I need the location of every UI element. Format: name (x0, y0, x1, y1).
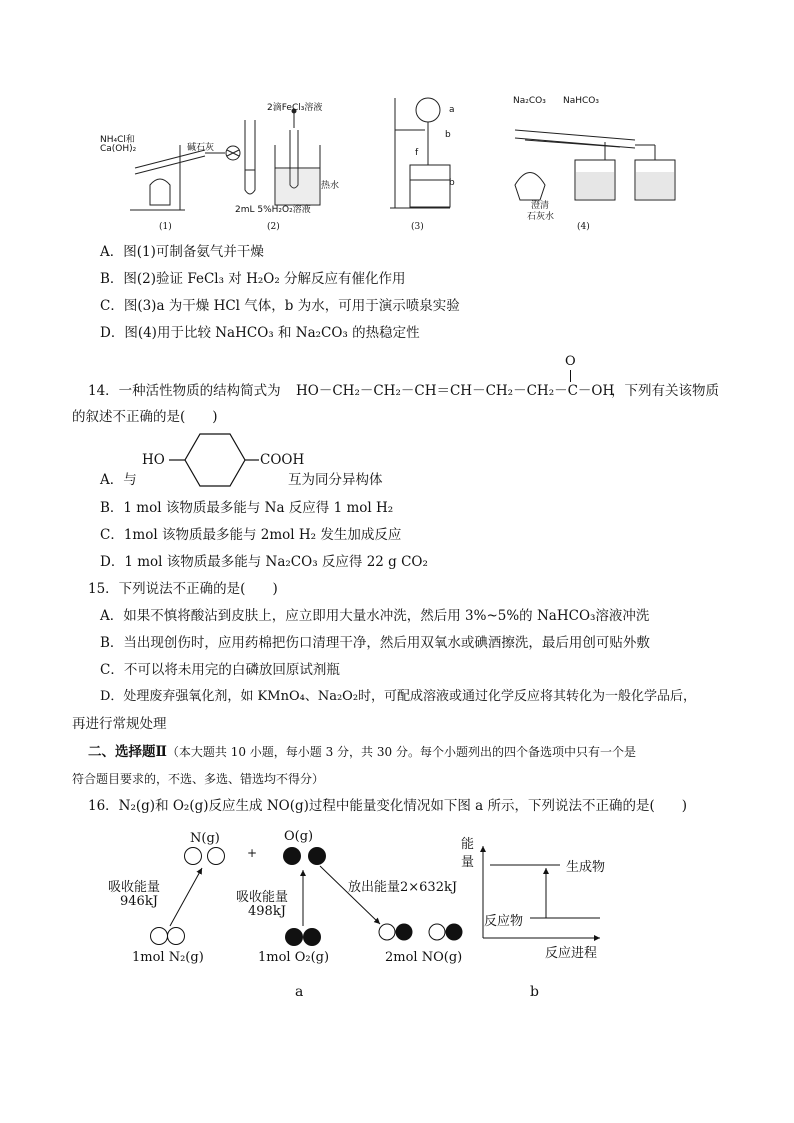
q14-carbonyl-o: O (565, 354, 576, 369)
fig-b-y-label-1: 能 (461, 837, 475, 852)
fig1-caption: (1) (159, 222, 172, 232)
q14-formula: HO－CH₂－CH₂－CH＝CH－CH₂－CH₂－C－OH (296, 383, 615, 399)
q14-carbonyl-bond (570, 370, 572, 382)
fig-b-product-label: 生成物 (566, 860, 606, 875)
q15-stem: 15．下列说法不正确的是( ) (88, 581, 278, 597)
q14-stem-line2: 的叙述不正确的是( ) (72, 409, 218, 425)
q14-option-a-suffix: 互为同分异构体 (288, 472, 383, 488)
fig3-label-b: b (445, 130, 451, 140)
fig3-caption: (3) (411, 222, 424, 232)
ring-cooh-label: COOH (260, 452, 305, 468)
q14-option-a-prefix: A．与 (100, 472, 137, 488)
q15-option-c: C．不可以将未用完的白磷放回原试剂瓶 (100, 662, 340, 678)
fig1-reagent-label: NH₄Cl和 (100, 135, 135, 145)
q13-option-b: B．图(2)验证 FeCl₃ 对 H₂O₂ 分解反应有催化作用 (100, 271, 406, 287)
section-title (88, 743, 636, 761)
fig4-limewater-label: 澄清 (531, 201, 550, 211)
fig3-label-b2: b (449, 178, 455, 188)
q14-stem-start: 14．一种活性物质的结构简式为 (88, 383, 281, 399)
fig-a-o2-label: 1mol O₂(g) (258, 950, 330, 965)
fig1-reagent-label-2: Ca(OH)₂ (100, 144, 137, 154)
fig-b-y-label-2: 量 (461, 855, 475, 870)
fig2-bottom-label: 2mL 5%H₂O₂溶液 (235, 205, 311, 215)
fig1-drier-label: 碱石灰 (187, 143, 215, 153)
fig3-label-a: a (449, 105, 455, 115)
fig-a-absorb-2-value: 498kJ (248, 904, 286, 919)
fig-a-no-label: 2mol NO(g) (385, 950, 463, 965)
q15-option-a: A．如果不慎将酸沾到皮肤上，应立即用大量水冲洗，然后用 3%~5%的 NaHCO₃溶液冲洗 (100, 608, 650, 624)
fig-a-absorb-1-value: 946kJ (120, 894, 158, 909)
q13-option-d: D．图(4)用于比较 NaHCO₃ 和 Na₂CO₃ 的热稳定性 (100, 325, 420, 341)
q16-stem: 16．N₂(g)和 O₂(g)反应生成 NO(g)过程中能量变化情况如下图 a 所示，下列说法不正确的是( ) (88, 798, 688, 814)
q15-option-b: B．当出现创伤时，应用药棉把伤口清理干净，然后用双氧水或碘酒擦洗，最后用创可贴外敷 (100, 635, 650, 651)
q14-option-b: B．1 mol 该物质最多能与 Na 反应得 1 mol H₂ (100, 500, 394, 516)
fig4-nahco3-label: NaHCO₃ (563, 96, 599, 106)
section-title-text: 二、选择题Ⅱ (88, 744, 167, 760)
fig-b-reactant-label: 反应物 (484, 914, 524, 929)
fig-a-release: 放出能量2×632kJ (348, 880, 458, 895)
fig4-limewater-label-2: 石灰水 (527, 212, 555, 222)
q15-option-d-line2: 再进行常规处理 (72, 716, 167, 732)
q14-option-c: C．1mol 该物质最多能与 2mol H₂ 发生加成反应 (100, 527, 402, 543)
apparatus-figures (95, 90, 685, 240)
fig-b-caption: b (530, 984, 539, 1000)
fig2-top-label: 2滴FeCl₃溶液 (267, 103, 323, 113)
fig-a-n2-label: 1mol N₂(g) (132, 950, 204, 965)
section-note-2: 符合题目要求的，不选、多选、错选均不得分） (72, 772, 325, 786)
fig-a-o-atom-label: O(g) (284, 829, 314, 844)
fig-a-plus: + (247, 846, 258, 860)
fig2-water-label: 热水 (321, 181, 340, 191)
fig-a-absorb-2: 吸收能量 (236, 890, 289, 905)
apparatus-drawing (95, 90, 685, 240)
section-note-1: （本大题共 10 小题，每小题 3 分，共 30 分。每个小题列出的四个备选项中只有一个是 (166, 745, 636, 759)
fig4-na2co3-label: Na₂CO₃ (513, 96, 546, 106)
ring-ho-label: HO (142, 452, 165, 468)
q15-option-d-line1: D．处理废弃强氧化剂，如 KMnO₄、Na₂O₂时，可配成溶液或通过化学反应将其转化为一般化学品后， (100, 689, 697, 704)
q14-stem-end: ，下列有关该物质 (611, 383, 719, 399)
fig3-label-f: f (415, 148, 419, 158)
fig-a-n-atom-label: N(g) (190, 831, 220, 846)
fig-a-absorb-1: 吸收能量 (108, 880, 161, 895)
fig-a-caption: a (295, 984, 304, 1000)
fig-b-x-label: 反应进程 (545, 946, 598, 961)
q13-option-a: A．图(1)可制备氨气并干燥 (100, 244, 264, 260)
q14-option-d: D．1 mol 该物质最多能与 Na₂CO₃ 反应得 22 g CO₂ (100, 554, 428, 570)
q13-option-c: C．图(3)a 为干燥 HCl 气体，b 为水，可用于演示喷泉实验 (100, 298, 460, 314)
fig2-caption: (2) (267, 222, 280, 232)
fig4-caption: (4) (577, 222, 590, 232)
